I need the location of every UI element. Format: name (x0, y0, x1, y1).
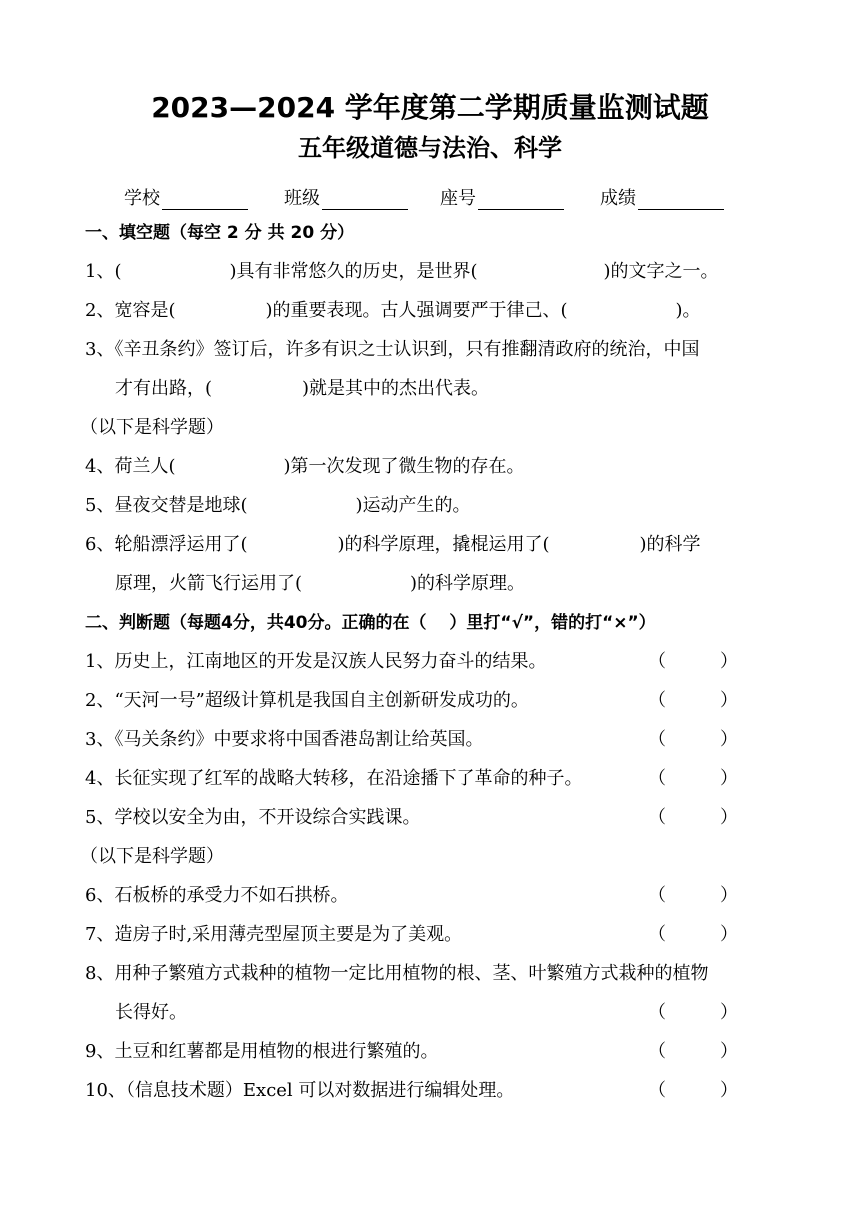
judge-question-9: 9、土豆和红薯都是用植物的根进行繁殖的。 (85, 1041, 439, 1062)
school-blank[interactable] (162, 189, 248, 210)
section2-heading: 二、判断题（每题4分，共40分。正确的在（ ）里打“√”，错的打“×”） (85, 613, 656, 633)
class-blank[interactable] (322, 189, 408, 210)
judge-question-7: 7、造房子时,采用薄壳型屋顶主要是为了美观。 (85, 924, 463, 945)
judge-answer-8[interactable]: （ ） (648, 1002, 738, 1023)
judge-question-10: 10、（信息技术题）Excel 可以对数据进行编辑处理。 (85, 1080, 515, 1101)
school-label: 学校 (124, 188, 160, 209)
fill-question-3-line1: 3、《辛丑条约》签订后，许多有识之士认识到，只有推翻清政府的统治，中国 (85, 339, 700, 360)
science-note-2: （以下是科学题） (80, 846, 224, 867)
seat-blank[interactable] (478, 189, 564, 210)
seat-field (440, 184, 564, 210)
fill-question-4: 4、荷兰人( )第一次发现了微生物的存在。 (85, 456, 525, 477)
seat-label: 座号 (440, 188, 476, 209)
judge-question-6: 6、石板桥的承受力不如石拱桥。 (85, 885, 349, 906)
fill-question-2: 2、宽容是( )的重要表现。古人强调要严于律己、( )。 (85, 300, 701, 321)
judge-question-2: 2、“天河一号”超级计算机是我国自主创新研发成功的。 (85, 690, 529, 711)
judge-answer-1[interactable]: （ ） (648, 651, 738, 672)
judge-answer-5[interactable]: （ ） (648, 807, 738, 828)
judge-answer-10[interactable]: （ ） (648, 1080, 738, 1101)
fill-question-6-line1: 6、轮船漂浮运用了( )的科学原理，撬棍运用了( )的科学 (85, 534, 701, 555)
class-label: 班级 (284, 188, 320, 209)
judge-answer-3[interactable]: （ ） (648, 729, 738, 750)
judge-answer-9[interactable]: （ ） (648, 1041, 738, 1062)
science-note-1: （以下是科学题） (80, 417, 224, 438)
judge-answer-7[interactable]: （ ） (648, 924, 738, 945)
exam-title: 2023—2024 学年度第二学期质量监测试题 (151, 91, 709, 124)
class-field (284, 184, 408, 210)
judge-question-1: 1、历史上，江南地区的开发是汉族人民努力奋斗的结果。 (85, 651, 547, 672)
fill-question-6-line2: 原理，火箭飞行运用了( )的科学原理。 (115, 573, 526, 594)
score-label: 成绩 (600, 188, 636, 209)
fill-question-3-line2: 才有出路，( )就是其中的杰出代表。 (115, 378, 490, 399)
judge-question-8-line2: 长得好。 (115, 1002, 187, 1023)
judge-question-4: 4、长征实现了红军的战略大转移，在沿途播下了革命的种子。 (85, 768, 583, 789)
judge-answer-4[interactable]: （ ） (648, 768, 738, 789)
judge-answer-2[interactable]: （ ） (648, 690, 738, 711)
score-field (600, 184, 724, 210)
judge-question-3: 3、《马关条约》中要求将中国香港岛割让给英国。 (85, 729, 484, 750)
score-blank[interactable] (638, 189, 724, 210)
judge-question-5: 5、学校以安全为由，不开设综合实践课。 (85, 807, 421, 828)
exam-subtitle: 五年级道德与法治、科学 (298, 134, 562, 162)
judge-answer-6[interactable]: （ ） (648, 885, 738, 906)
fill-question-1: 1、( )具有非常悠久的历史，是世界( )的文字之一。 (85, 261, 719, 282)
fill-question-5: 5、昼夜交替是地球( )运动产生的。 (85, 495, 471, 516)
section1-heading: 一、填空题（每空 2 分 共 20 分） (85, 223, 355, 243)
school-field (124, 184, 248, 210)
judge-question-8-line1: 8、用种子繁殖方式栽种的植物一定比用植物的根、茎、叶繁殖方式栽种的植物 (85, 963, 709, 984)
